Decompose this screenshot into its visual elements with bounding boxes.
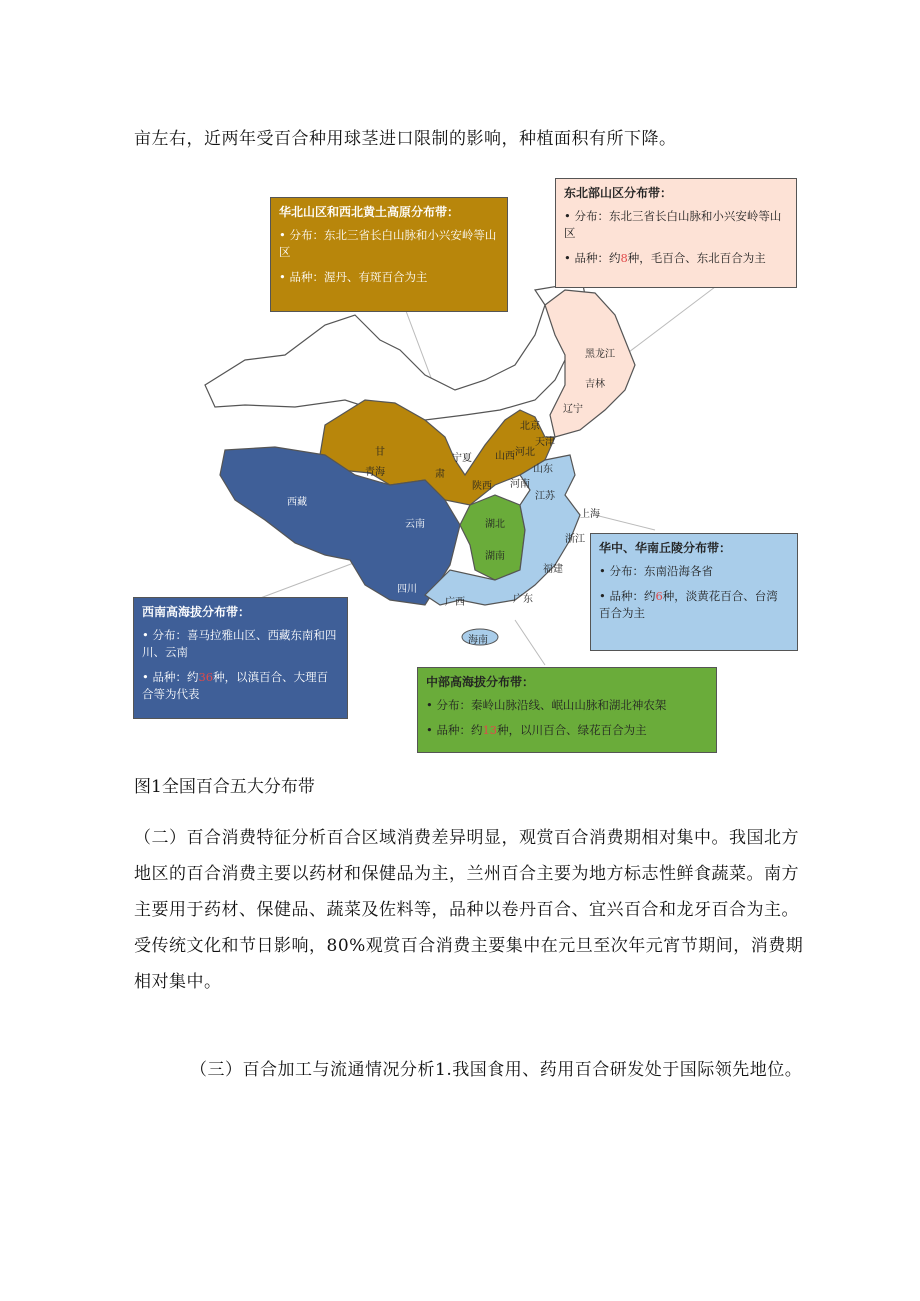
province-label: 海南: [468, 635, 488, 646]
province-label: 天津: [535, 437, 555, 448]
legend-box-southwest: [133, 597, 348, 719]
province-label: 肃: [435, 469, 445, 480]
province-label: 云南: [405, 519, 425, 530]
legend-box-variety: • 品种：约8种，毛百合、东北百合为主: [564, 251, 766, 265]
province-label: 北京: [520, 421, 540, 432]
province-label: 辽宁: [563, 404, 583, 415]
province-label: 上海: [580, 509, 600, 520]
figure-caption: 图1全国百合五大分布带: [134, 777, 315, 797]
legend-box-variety: • 品种：约6种，淡黄花百合、台湾百合为主: [599, 589, 778, 620]
legend-box-variety: • 品种：约13种，以川百合、绿花百合为主: [426, 723, 647, 737]
province-label: 西藏: [287, 497, 307, 508]
legend-box-central-south: [590, 533, 798, 651]
legend-box-title: 东北部山区分布带：: [564, 186, 673, 200]
province-label: 黑龙江: [585, 349, 615, 360]
province-label: 河北: [515, 447, 535, 458]
legend-box-northeast: [555, 178, 797, 288]
legend-box-title: 华北山区和西北黄土高原分布带：: [279, 205, 460, 219]
province-label: 甘: [375, 447, 385, 458]
province-label: 广西: [445, 597, 465, 608]
province-label: 河南: [510, 479, 530, 490]
legend-box-title: 华中、华南丘陵分布带：: [599, 541, 732, 555]
province-label: 四川: [397, 584, 417, 595]
intro-paragraph: 亩左右，近两年受百合种用球茎进口限制的影响，种植面积有所下降。: [134, 129, 677, 149]
leader-line-northeast: [625, 287, 715, 355]
province-label: 江苏: [535, 491, 555, 502]
province-label: 福建: [543, 564, 563, 575]
province-label: 浙江: [565, 534, 585, 545]
legend-box-distribution: • 分布：东南沿海各省: [599, 564, 713, 578]
central-region: [460, 495, 525, 580]
distribution-map-figure: [125, 175, 805, 765]
province-label: 陕西: [472, 481, 492, 492]
legend-box-distribution: • 分布：东北三省长白山脉和小兴安岭等山区: [279, 228, 497, 259]
province-label: 山东: [533, 464, 553, 475]
legend-box-variety: • 品种：渥丹、有斑百合为主: [279, 270, 428, 284]
province-label: 宁夏: [452, 453, 472, 464]
province-label: 青海: [365, 467, 385, 478]
legend-box-central: [417, 667, 717, 753]
legend-box-distribution: • 分布：喜马拉雅山区、西藏东南和四川、云南: [142, 628, 337, 659]
legend-box-title: 中部高海拔分布带：: [426, 675, 535, 689]
legend-box-title: 西南高海拔分布带：: [142, 605, 251, 619]
province-label: 湖北: [485, 519, 505, 530]
leader-line-central-south: [595, 515, 655, 530]
legend-box-distribution: • 分布：秦岭山脉沿线、岷山山脉和湖北神农架: [426, 698, 667, 712]
province-label: 吉林: [585, 379, 605, 390]
section-2-paragraph: （二）百合消费特征分析百合区域消费差异明显，观赏百合消费期相对集中。我国北方地区的百合消费主要以药材和保健品为主，兰州百合主要为地方标志性鲜食蔬菜。南方主要用于药材、保健品、蔬菜及佐料等，品种以卷丹百合、宜兴百合和龙牙百合为主。受传统文化和节日影响，80%观赏百合消费主要集中在元旦至次年元宵节期间，消费期相对集中。: [134, 828, 804, 992]
legend-box-north: [270, 197, 508, 312]
province-label: 广东: [513, 594, 533, 605]
leader-line-central: [515, 620, 545, 665]
province-label: 山西: [495, 451, 515, 462]
legend-box-variety: • 品种：约36种，以滇百合、大理百合等为代表: [142, 670, 329, 701]
province-label: 湖南: [485, 551, 505, 562]
section-3-paragraph: （三）百合加工与流通情况分析1.我国食用、药用百合研发处于国际领先地位。: [190, 1060, 803, 1080]
legend-box-distribution: • 分布：东北三省长白山脉和小兴安岭等山区: [564, 209, 782, 240]
